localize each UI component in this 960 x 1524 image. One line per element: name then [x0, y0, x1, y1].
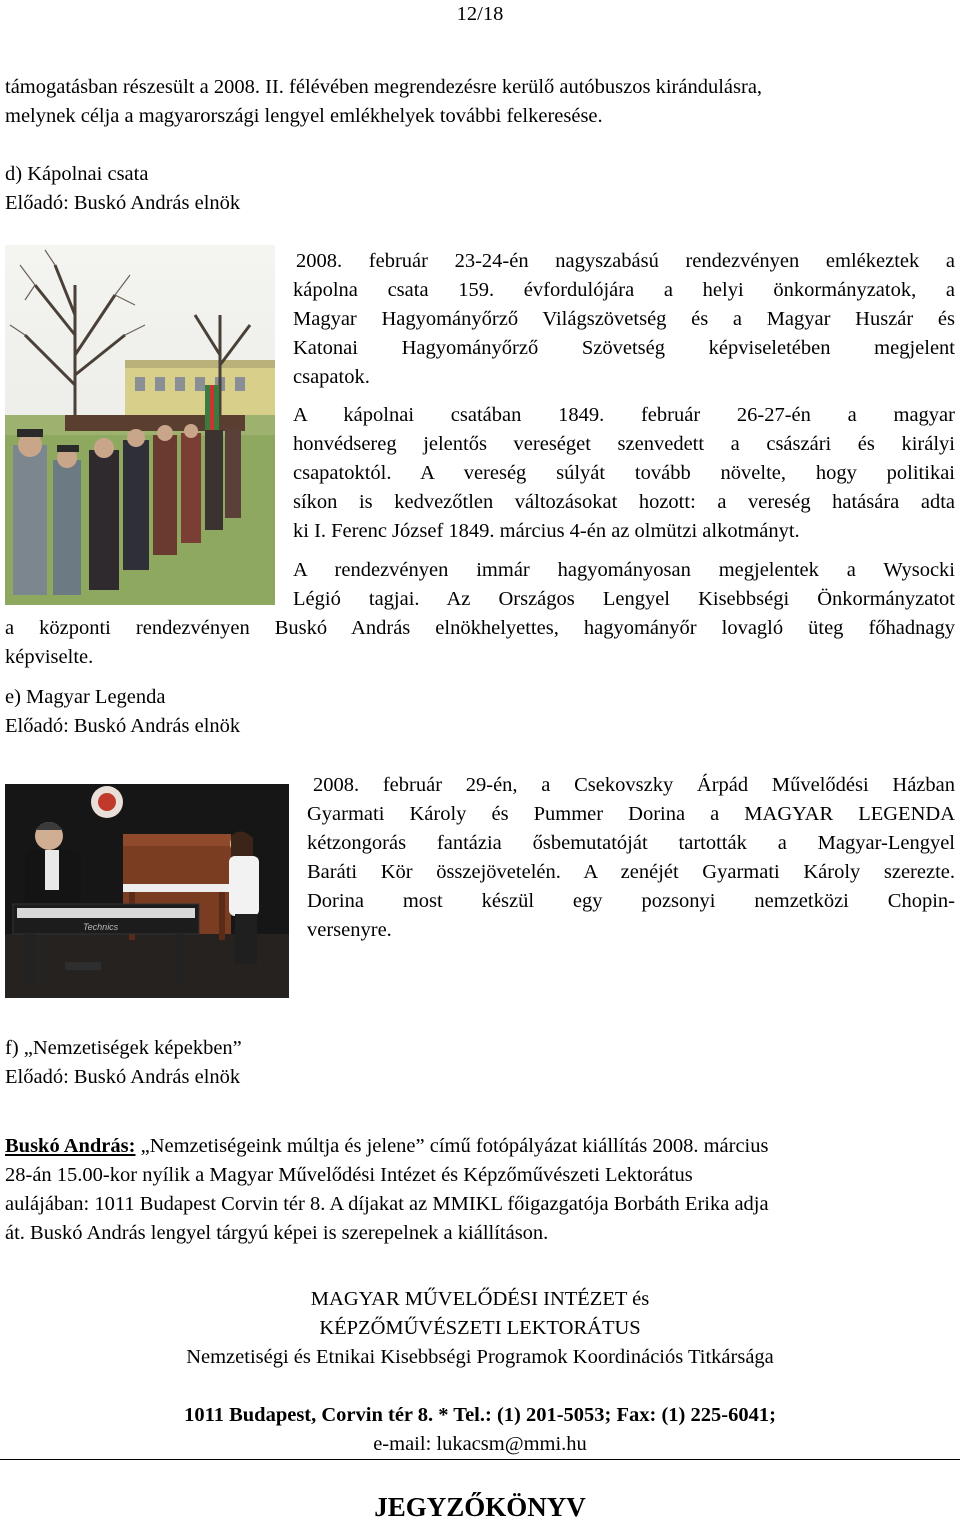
- footer-org-line-3: Nemzetiségi és Etnikai Kisebbségi Programok Koordinációs Titkársága: [186, 1346, 774, 1368]
- piano-brand-label: Technics: [83, 922, 119, 932]
- section-d-line-10: ki I. Ferenc József 1849. március 4-én az olmützi alkotmányt.: [293, 520, 800, 542]
- section-e-line-1: 2008. február 29-én, a Csekovszky Árpád Művelődési Házban: [313, 774, 955, 796]
- section-d-presenter: Előadó: Buskó András elnök: [5, 192, 241, 214]
- section-e-heading: e) Magyar Legenda: [5, 686, 166, 708]
- section-d-line-13: a központi rendezvényen Buskó András elnökhelyettes, hagyományőr lovagló üteg főhadnagy: [5, 617, 955, 639]
- intro-line-1: támogatásban részesült a 2008. II. félévében megrendezésre kerülő autóbuszos kirándulásra,: [5, 76, 763, 98]
- page-number: 12/18: [456, 3, 504, 25]
- section-f-line-1-text: „Nemzetiségeink múltja és jelene” című fotópályázat kiállítás 2008. március: [135, 1135, 769, 1157]
- section-d-line-14: képviselte.: [5, 646, 94, 668]
- section-f-line-1: [5, 1132, 768, 1161]
- section-e-line-2: Gyarmati Károly és Pummer Dorina a MAGYAR LEGENDA: [307, 803, 955, 825]
- footer-email: e-mail: lukacsm@mmi.hu: [373, 1433, 587, 1455]
- intro-line-2: melynek célja a magyarországi lengyel emlékhelyek további felkeresése.: [5, 105, 603, 127]
- section-f-presenter: Előadó: Buskó András elnök: [5, 1066, 241, 1088]
- footer-org-line-2: KÉPZŐMŰVÉSZETI LEKTORÁTUS: [319, 1317, 641, 1339]
- section-d-line-8: csapatoktól. A vereség súlyát tovább növelte, hogy politikai: [293, 462, 955, 484]
- section-e-presenter: Előadó: Buskó András elnök: [5, 715, 241, 737]
- section-e-line-4: Baráti Kör összejövetelén. A zenéjét Gyarmati Károly szerezte.: [307, 861, 955, 883]
- footer-address: 1011 Budapest, Corvin tér 8. * Tel.: (1) 201-5053; Fax: (1) 225-6041;: [184, 1404, 776, 1426]
- section-e-line-5: Dorina most készül egy pozsonyi nemzetközi Chopin-: [307, 890, 955, 912]
- section-f-line-3: aulájában: 1011 Budapest Corvin tér 8. A díjakat az MMIKL főigazgatója Borbáth Erika adja: [5, 1193, 769, 1215]
- document-title: JEGYZŐKÖNYV: [374, 1492, 586, 1522]
- speaker-name: Buskó András:: [5, 1135, 136, 1157]
- section-f-line-2: 28-án 15.00-kor nyílik a Magyar Művelődési Intézet és Képzőművészeti Lektorátus: [5, 1164, 693, 1186]
- section-d-line-4: Katonai Hagyományőrző Szövetség képviseletében megjelent: [293, 337, 955, 359]
- section-f-heading: f) „Nemzetiségek képekben”: [5, 1037, 242, 1059]
- battle-reenactment-photo: [5, 245, 275, 605]
- section-d-line-9: síkon is kedvezőtlen változásokat hozott: a vereség hatására adta: [293, 491, 955, 513]
- section-d-line-6: A kápolnai csatában 1849. február 26-27-én a magyar: [293, 404, 955, 426]
- section-e-line-3: kétzongorás fantázia ősbemutatóját tartották a Magyar-Lengyel: [307, 832, 955, 854]
- section-d-line-2: kápolna csata 159. évfordulójára a helyi önkormányzatok, a: [293, 279, 955, 301]
- footer-divider: [0, 1459, 960, 1460]
- section-e-line-6: versenyre.: [307, 919, 392, 941]
- piano-duo-illustration: [5, 784, 289, 998]
- section-d-line-5: csapatok.: [293, 366, 370, 388]
- section-d-line-1: 2008. február 23-24-én nagyszabású rendezvényen emlékeztek a: [296, 250, 955, 272]
- section-d-line-12: Légió tagjai. Az Országos Lengyel Kisebbségi Önkormányzatot: [293, 588, 955, 610]
- section-d-line-11: A rendezvényen immár hagyományosan megjelentek a Wysocki: [293, 559, 955, 581]
- concert-photo: [5, 784, 289, 998]
- section-d-line-3: Magyar Hagyományőrző Világszövetség és a Magyar Huszár és: [293, 308, 955, 330]
- section-d-heading: d) Kápolnai csata: [5, 163, 149, 185]
- section-d-line-7: honvédsereg jelentős vereséget szenvedett a császári és királyi: [293, 433, 955, 455]
- section-f-line-4: át. Buskó András lengyel tárgyú képei is szerepelnek a kiállításon.: [5, 1222, 549, 1244]
- footer-org-line-1: MAGYAR MŰVELŐDÉSI INTÉZET és: [310, 1288, 650, 1310]
- soldiers-illustration: [5, 245, 275, 605]
